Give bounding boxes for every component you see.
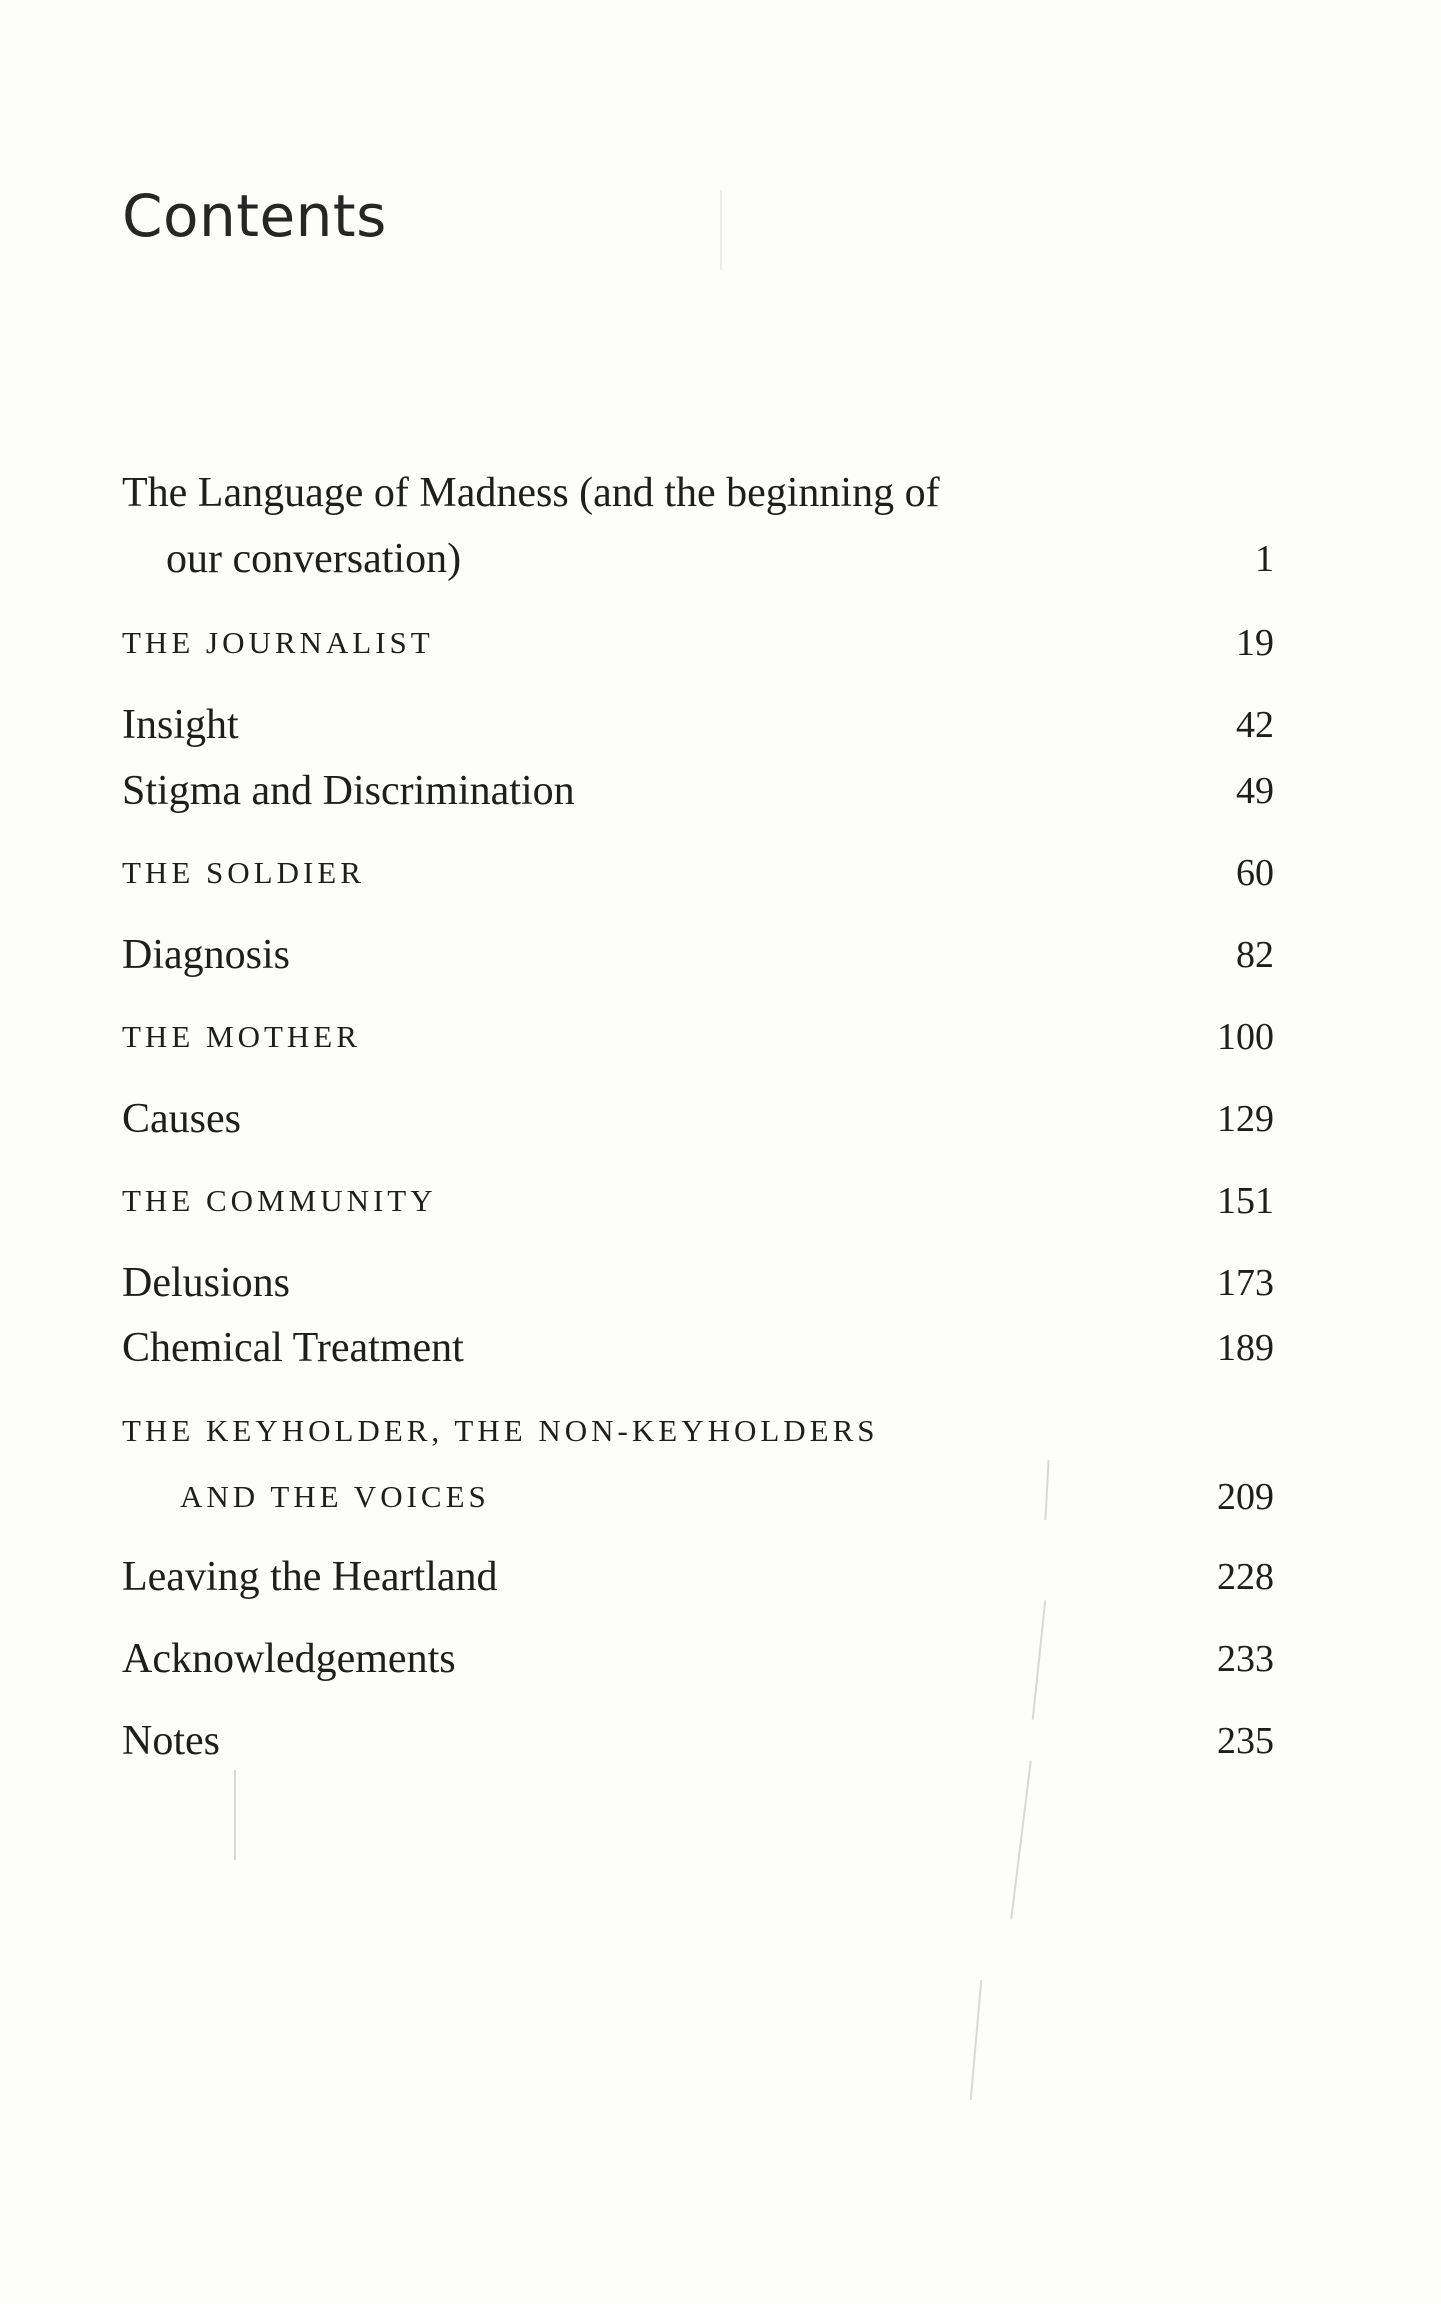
toc-entry[interactable] — [122, 1168, 1274, 1234]
toc-entry-title: THE SOLDIER — [122, 855, 365, 890]
toc-entry[interactable] — [122, 610, 1274, 676]
toc-page-number: 228 — [1217, 1556, 1274, 1598]
toc-entry-title: Causes — [122, 1096, 241, 1142]
toc-page-number: 100 — [1217, 1016, 1274, 1058]
toc-entry-title: THE KEYHOLDER, THE NON-KEYHOLDERS — [122, 1413, 879, 1448]
toc-entry[interactable] — [122, 1626, 1274, 1692]
toc-entry[interactable] — [122, 1315, 1274, 1381]
toc-page-number: 209 — [1217, 1476, 1274, 1518]
scan-mark — [970, 1980, 982, 2100]
toc-entry[interactable] — [122, 922, 1274, 988]
toc-entry-title-continued: our conversation) — [166, 536, 462, 582]
toc-entry-title: THE JOURNALIST — [122, 625, 434, 660]
toc-entry-title: Delusions — [122, 1260, 290, 1306]
toc-entry-title: Stigma and Discrimination — [122, 768, 575, 814]
scan-mark — [234, 1770, 236, 1860]
toc-entry[interactable] — [122, 840, 1274, 906]
toc-page-number: 235 — [1217, 1720, 1274, 1762]
toc-page-number: 233 — [1217, 1638, 1274, 1680]
toc-entry-title-continued: AND THE VOICES — [180, 1479, 490, 1514]
toc-page-number: 151 — [1217, 1180, 1274, 1222]
toc-entry-title: Chemical Treatment — [122, 1325, 464, 1371]
toc-entry-title: Leaving the Heartland — [122, 1554, 498, 1600]
toc-entry-title: Insight — [122, 702, 239, 748]
toc-page-number: 189 — [1217, 1327, 1274, 1369]
toc-entry[interactable] — [122, 1398, 1274, 1530]
toc-entry[interactable] — [122, 692, 1274, 758]
toc-entry[interactable] — [122, 758, 1274, 824]
toc-entry-title: Notes — [122, 1718, 220, 1764]
toc-entry-title: Diagnosis — [122, 932, 290, 978]
toc-entry[interactable] — [122, 1544, 1274, 1610]
toc-page-number: 129 — [1217, 1098, 1274, 1140]
scan-mark — [1010, 1760, 1031, 1919]
toc-entry-title: The Language of Madness (and the beginning of — [122, 470, 940, 516]
toc-page-number: 1 — [1255, 538, 1274, 580]
toc-entry[interactable] — [122, 460, 1274, 592]
toc-entry[interactable] — [122, 1708, 1274, 1774]
toc-entry[interactable] — [122, 1250, 1274, 1316]
scan-mark — [720, 190, 722, 270]
toc-entry[interactable] — [122, 1004, 1274, 1070]
toc-page-number: 60 — [1236, 852, 1274, 894]
toc-entry-title: Acknowledgements — [122, 1636, 456, 1682]
page-title: Contents — [122, 182, 387, 250]
toc-page-number: 19 — [1236, 622, 1274, 664]
toc-page-number: 173 — [1217, 1262, 1274, 1304]
toc-page-number: 42 — [1236, 704, 1274, 746]
toc-entry-title: THE COMMUNITY — [122, 1183, 437, 1218]
toc-page-number: 82 — [1236, 934, 1274, 976]
toc-page-number: 49 — [1236, 770, 1274, 812]
toc-entry-title: THE MOTHER — [122, 1019, 361, 1054]
toc-entry[interactable] — [122, 1086, 1274, 1152]
